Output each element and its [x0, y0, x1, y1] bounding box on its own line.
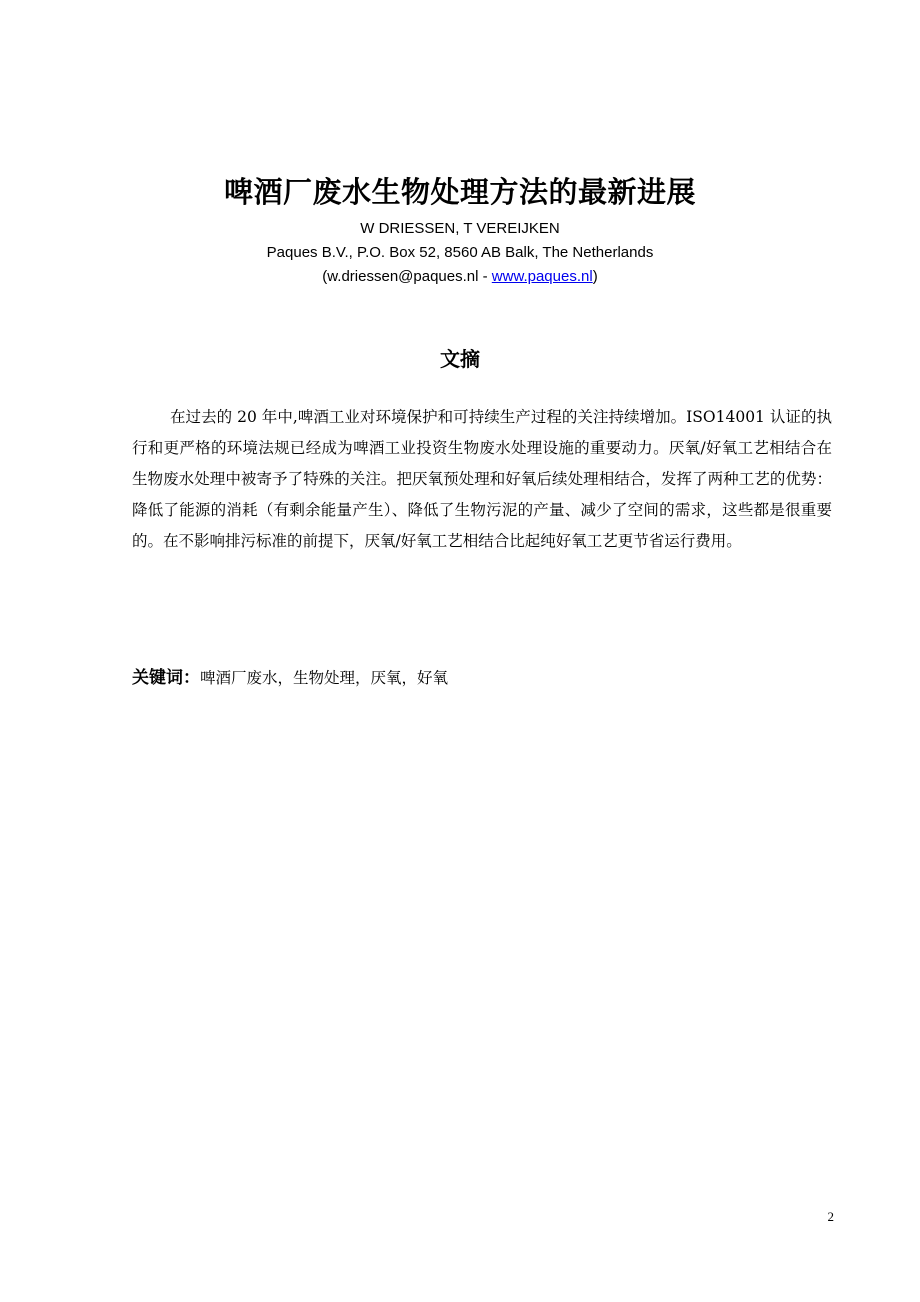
keywords-line [132, 664, 832, 693]
abstract-body: 在过去的 20 年中,啤酒工业对环境保护和可持续生产过程的关注持续增加。ISO14001 认证的执行和更严格的环境法规已经成为啤酒工业投资生物废水处理设施的重要动力。厌氧/好氧工艺相结合在生物废水处理中被寄予了特殊的关注。把厌氧预处理和好氧后续处理相结合，发挥了两种工艺的优势：降低了能源的消耗（有剩余能量产生）、降低了生物污泥的产量、减少了空间的需求，这些都是很重要的。在不影响排污标准的前提下，厌氧/好氧工艺相结合比起纯好氧工艺更节省运行费用。 [132, 408, 832, 550]
contact-line [0, 267, 920, 287]
website-link[interactable]: www.paques.nl [491, 268, 593, 285]
abstract-heading: 文摘 [440, 347, 480, 371]
document-title: 啤酒厂废水生物处理方法的最新进展 [223, 175, 696, 209]
page-number: 2 [827, 1209, 834, 1224]
keywords-label: 关键词： [132, 668, 200, 688]
keywords-text: 啤酒厂废水，生物处理，厌氧，好氧 [200, 669, 449, 687]
authors: W DRIESSEN, T VEREIJKEN [360, 220, 560, 237]
contact-close: ) [592, 268, 598, 285]
contact-email: (w.driessen@paques.nl - [322, 268, 492, 285]
affiliation: Paques B.V., P.O. Box 52, 8560 AB Balk, The Netherlands [266, 244, 654, 261]
